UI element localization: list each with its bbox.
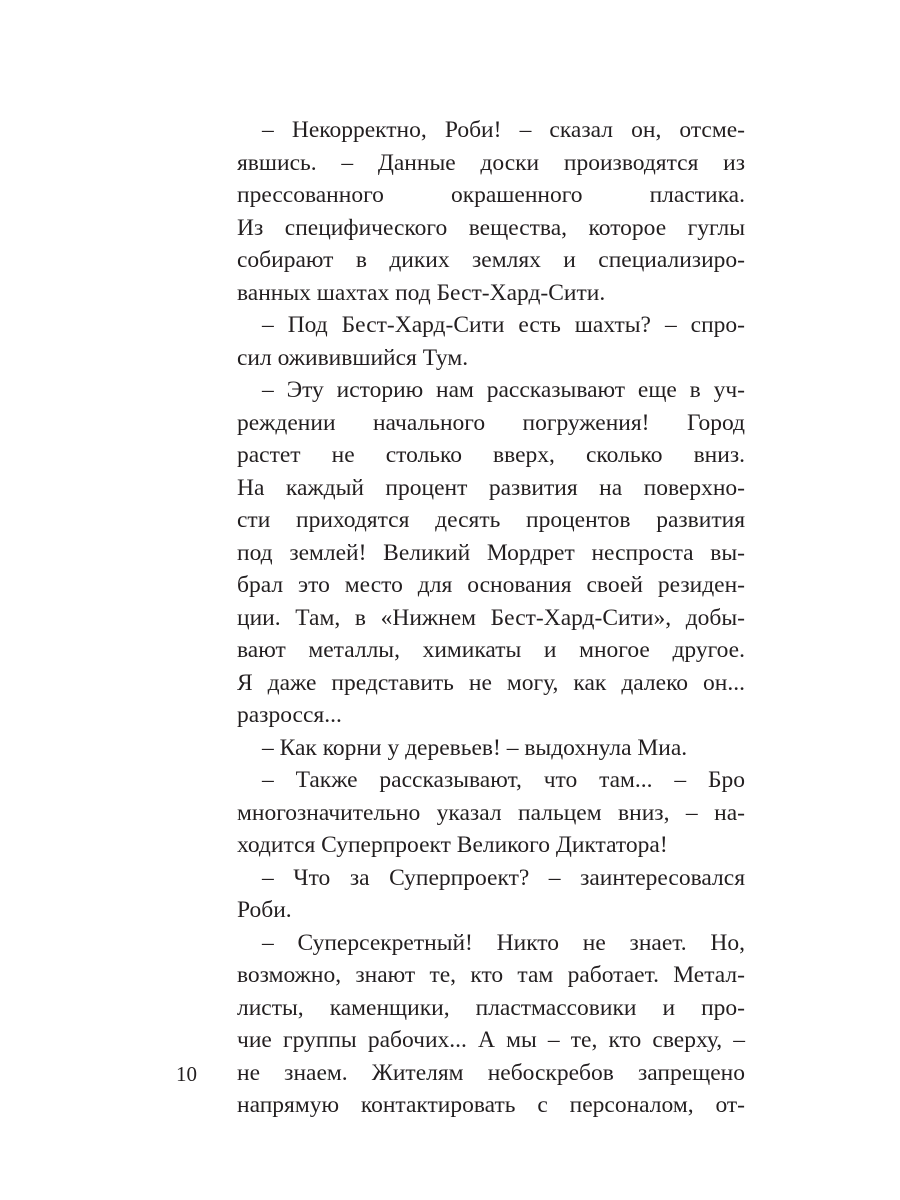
text-line: ванных шахтах под Бест-Хард-Сити. <box>237 279 606 306</box>
text-line: напрямую контактировать с персоналом, от- <box>237 1092 745 1118</box>
text-line: брал это место для основания своей резиден- <box>237 572 745 598</box>
text-line: собирают в диких землях и специализиро- <box>237 247 745 273</box>
text-line: сти приходятся десять процентов развития <box>237 507 745 533</box>
text-line: не знаем. Жителям небоскребов запрещено <box>237 1059 745 1086</box>
text-line: ции. Там, в «Нижнем Бест-Хард-Сити», добы- <box>237 604 745 631</box>
text-line: растет не столько вверх, сколько вниз. <box>237 442 745 468</box>
text-line: листы, каменщики, пластмассовики и про- <box>237 994 745 1021</box>
text-line: – Что за Суперпроект? – заинтересовался <box>262 864 745 891</box>
text-line: – Некорректно, Роби! – сказал он, отсме- <box>262 117 745 143</box>
text-line: Я даже представить не могу, как далеко он... <box>237 669 745 696</box>
text-line: сил оживившийся Тум. <box>237 344 469 371</box>
text-line: разросся... <box>237 702 342 728</box>
text-line: чие группы рабочих... А мы – те, кто сверху, – <box>237 1027 745 1053</box>
text-line: вают металлы, химикаты и многое другое. <box>237 637 745 663</box>
page-number: 10 <box>176 1062 197 1086</box>
text-line: явшись. – Данные доски производятся из <box>237 149 745 176</box>
text-line: ходится Суперпроект Великого Диктатора! <box>237 832 668 858</box>
text-line: Роби. <box>237 897 292 923</box>
text-line: под землей! Великий Мордрет неспроста вы- <box>237 539 745 566</box>
text-line: – Эту историю нам рассказывают еще в уч- <box>262 377 745 403</box>
text-line: реждении начального погружения! Город <box>237 409 745 436</box>
text-line: Из специфического вещества, которое гуглы <box>237 214 745 241</box>
text-line: многозначительно указал пальцем вниз, – на- <box>237 799 745 826</box>
text-line: – Также рассказывают, что там... – Бро <box>262 767 745 793</box>
text-line: – Под Бест-Хард-Сити есть шахты? – спро- <box>262 312 745 338</box>
text-line: возможно, знают те, кто там работает. Метал- <box>237 962 745 988</box>
text-line: – Суперсекретный! Никто не знает. Но, <box>262 929 745 956</box>
text-line: прессованного окрашенного пластика. <box>237 182 745 208</box>
body-text <box>237 114 745 1122</box>
text-line: На каждый процент развития на поверхно- <box>237 474 745 501</box>
text-line: – Как корни у деревьев! – выдохнула Миа. <box>262 734 688 761</box>
